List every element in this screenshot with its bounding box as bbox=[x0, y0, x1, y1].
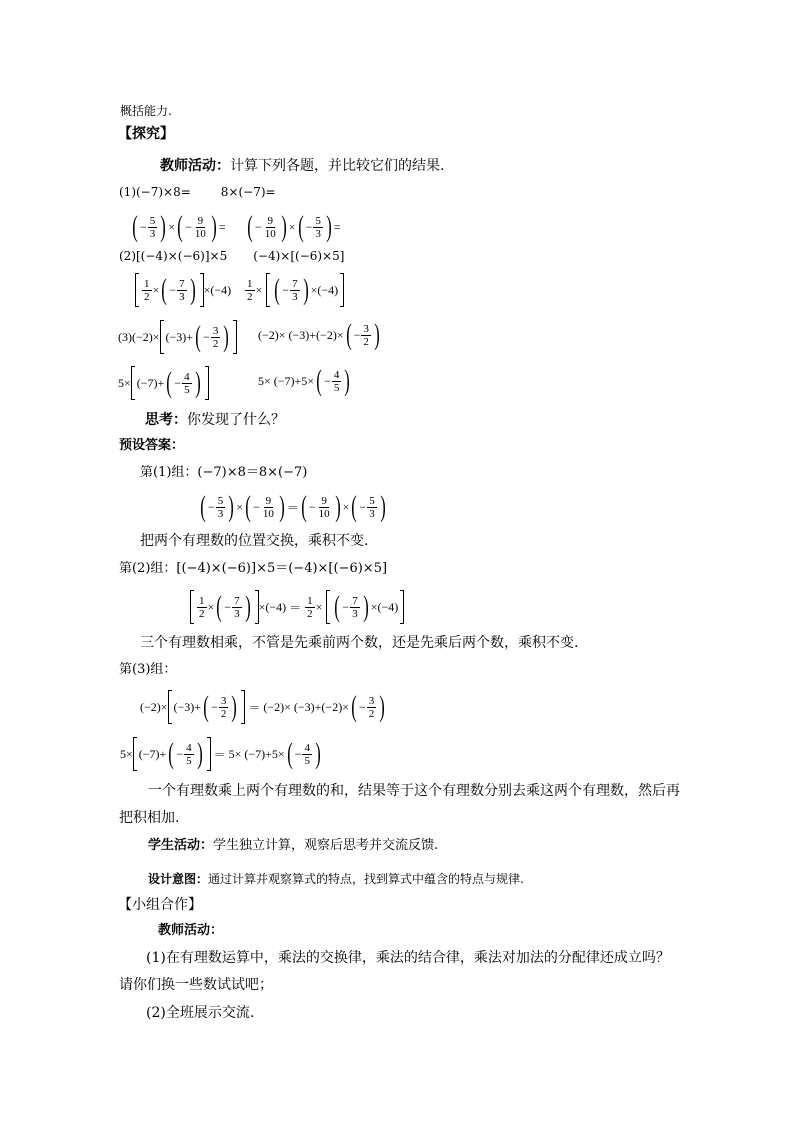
math-token bbox=[177, 278, 187, 303]
math-token: 5× (−7)+5× bbox=[258, 373, 315, 388]
math-token: ( bbox=[345, 318, 352, 351]
math-token bbox=[216, 495, 226, 520]
math-token: × bbox=[203, 282, 211, 297]
math-token: ) bbox=[211, 210, 217, 243]
math-token: 9 bbox=[321, 494, 327, 507]
math-expr: (−4)×[(−6)×5] bbox=[253, 249, 345, 263]
math-token: × bbox=[152, 282, 160, 297]
math-token: (−7) bbox=[138, 746, 160, 761]
math-token: 1 bbox=[247, 277, 253, 290]
math-token: × bbox=[310, 282, 318, 297]
math-token: × bbox=[168, 219, 176, 234]
math-token bbox=[290, 278, 300, 303]
text-line: 把两个有理数的位置交换，乘积不变. bbox=[140, 533, 369, 549]
math-expression bbox=[120, 737, 323, 771]
math-expr: (2)[(−4)×(−6)]×5 bbox=[119, 249, 228, 263]
math-token: 9 bbox=[197, 214, 204, 227]
math-token bbox=[367, 495, 377, 520]
math-token: −4) bbox=[321, 282, 339, 297]
math-token: 5 bbox=[186, 754, 192, 767]
math-token bbox=[219, 695, 229, 720]
math-token: (−3) bbox=[165, 329, 187, 344]
math-expression bbox=[258, 366, 352, 396]
math-token bbox=[131, 366, 135, 400]
math-token: ( bbox=[247, 210, 253, 243]
math-token: − bbox=[140, 219, 147, 234]
math-token: ) bbox=[281, 210, 287, 243]
text-line bbox=[160, 156, 444, 176]
math-token: × bbox=[315, 599, 323, 614]
math-token bbox=[205, 366, 209, 400]
math-expression bbox=[198, 492, 388, 522]
math-token: 10 bbox=[318, 507, 330, 520]
math-token bbox=[317, 495, 332, 520]
math-token: 9 bbox=[265, 494, 272, 507]
math-token bbox=[182, 371, 192, 396]
math-token bbox=[332, 369, 342, 394]
math-token: − bbox=[305, 219, 313, 234]
math-token: × bbox=[236, 499, 244, 514]
math-token: + bbox=[186, 329, 194, 344]
math-token: − bbox=[308, 499, 316, 514]
math-token: ＝ bbox=[286, 500, 299, 515]
math-token: ( bbox=[351, 690, 357, 723]
math-token: 5 bbox=[149, 214, 156, 227]
math-expr: (1)(−7)×8= bbox=[119, 185, 191, 199]
math-token: ) bbox=[196, 737, 203, 770]
math-token: 4 bbox=[186, 741, 192, 754]
math-token: 7 bbox=[292, 277, 298, 290]
text-line: 第(1)组：(−7)×8＝8×(−7) bbox=[140, 465, 308, 480]
math-token: ) bbox=[194, 366, 201, 399]
math-token: = bbox=[218, 219, 226, 234]
math-token: 5 bbox=[333, 381, 340, 394]
text-line: 请你们换一些数试试吧； bbox=[119, 977, 273, 993]
math-token bbox=[197, 595, 207, 620]
math-expression bbox=[130, 212, 226, 242]
math-token: (−7) bbox=[136, 375, 158, 390]
math-token: 5 bbox=[217, 494, 224, 507]
math-token: − bbox=[342, 599, 350, 614]
math-token: 4 bbox=[184, 370, 190, 383]
math-token: 3 bbox=[149, 227, 156, 240]
math-token: 5 bbox=[304, 754, 310, 767]
math-token: ) bbox=[189, 273, 196, 306]
math-token: − bbox=[169, 282, 177, 297]
math-token: ) bbox=[374, 318, 380, 351]
math-token: ) bbox=[231, 690, 238, 723]
math-expression bbox=[118, 320, 237, 354]
label-teacher-activity: 教师活动： bbox=[160, 158, 230, 174]
math-token: 3 bbox=[352, 607, 358, 620]
text-line bbox=[148, 869, 524, 889]
math-token: ( bbox=[265, 599, 270, 614]
math-token: ) bbox=[244, 590, 251, 623]
math-token bbox=[193, 215, 208, 240]
math-token: 2 bbox=[212, 337, 219, 350]
math-token: 2 bbox=[220, 707, 227, 720]
math-token: (3)(−2)× bbox=[118, 329, 160, 344]
label-preset-answer: 预设答案： bbox=[119, 438, 185, 453]
math-token: − bbox=[359, 499, 367, 514]
math-expression bbox=[140, 690, 387, 724]
math-token: − bbox=[203, 329, 210, 344]
math-expression bbox=[190, 590, 404, 624]
math-token: 10 bbox=[262, 507, 274, 520]
section-heading-group-work: 【小组合作】 bbox=[118, 897, 202, 913]
math-token: ＝ bbox=[289, 600, 302, 615]
math-token bbox=[211, 325, 221, 350]
math-token: ) bbox=[326, 210, 332, 243]
label-think: 思考： bbox=[145, 412, 187, 428]
math-expression bbox=[244, 273, 344, 307]
math-token bbox=[350, 595, 360, 620]
math-token bbox=[326, 590, 330, 624]
math-token: 7 bbox=[352, 594, 358, 607]
math-token: ( bbox=[297, 210, 304, 243]
math-token: ( bbox=[210, 282, 215, 297]
math-token bbox=[305, 595, 315, 620]
label-design-intent: 设计意图： bbox=[148, 872, 209, 886]
math-token bbox=[207, 737, 211, 771]
text-line: 把积相加. bbox=[119, 810, 180, 826]
math-token: − bbox=[353, 327, 361, 342]
math-token: (−2)× bbox=[140, 699, 168, 714]
math-token: + bbox=[157, 375, 165, 390]
math-token bbox=[400, 590, 404, 624]
math-token: ( bbox=[334, 590, 341, 623]
math-token: (−3) bbox=[173, 699, 195, 714]
math-token: ＝ bbox=[213, 747, 226, 762]
math-token: −4) bbox=[381, 599, 399, 614]
math-token: 5× bbox=[120, 746, 133, 761]
math-token: 5× bbox=[118, 375, 131, 390]
math-token: ( bbox=[168, 737, 175, 770]
math-token: − bbox=[255, 219, 262, 234]
math-token: ( bbox=[195, 320, 201, 353]
math-token: ) bbox=[279, 490, 285, 523]
text-line: 第(2)组：[(−4)×(−6)]×5＝(−4)×[(−6)×5] bbox=[119, 561, 388, 576]
text-content: 学生独立计算，观察后思考并交流反馈. bbox=[213, 838, 439, 853]
math-token: − bbox=[208, 499, 215, 514]
math-token: ( bbox=[166, 366, 173, 399]
math-token bbox=[241, 690, 245, 724]
math-token: ( bbox=[177, 210, 183, 243]
math-token: × bbox=[342, 499, 350, 514]
math-token bbox=[190, 590, 194, 624]
math-token: = bbox=[333, 219, 341, 234]
math-token: − bbox=[358, 699, 366, 714]
math-expression bbox=[245, 212, 341, 242]
math-token: ( bbox=[317, 282, 322, 297]
math-token: 2 bbox=[307, 607, 313, 620]
math-token: 9 bbox=[267, 214, 274, 227]
math-token bbox=[367, 695, 377, 720]
math-token: 3 bbox=[179, 290, 185, 303]
math-token: 7 bbox=[179, 277, 185, 290]
label-student-activity: 学生活动： bbox=[148, 838, 214, 853]
math-token bbox=[133, 737, 137, 771]
math-token: 5 bbox=[184, 383, 190, 396]
math-token bbox=[263, 215, 278, 240]
math-token: 2 bbox=[199, 607, 205, 620]
text-content: 计算下列各题，并比较它们的结果. bbox=[230, 158, 445, 174]
math-token: 3 bbox=[368, 694, 375, 707]
math-token: ) bbox=[228, 490, 235, 523]
math-token: 7 bbox=[234, 594, 240, 607]
math-token: ) bbox=[379, 690, 385, 723]
math-token: ( bbox=[216, 590, 223, 623]
math-token: − bbox=[211, 699, 218, 714]
section-heading-explore: 【探究】 bbox=[118, 126, 174, 142]
math-token: ( bbox=[286, 737, 293, 770]
math-token bbox=[233, 320, 237, 354]
math-token: 4 bbox=[304, 741, 310, 754]
math-token bbox=[160, 320, 164, 354]
math-token: 3 bbox=[292, 290, 298, 303]
math-token: 3 bbox=[217, 507, 224, 520]
math-token bbox=[361, 323, 371, 348]
math-token: ( bbox=[245, 490, 251, 523]
text-content: 通过计算并观察算式的特点，找到算式中蕴含的特点与规律. bbox=[208, 872, 524, 886]
math-token: 3 bbox=[315, 227, 321, 240]
math-token: ( bbox=[301, 490, 307, 523]
math-token: − bbox=[174, 375, 182, 390]
math-token: ( bbox=[351, 490, 358, 523]
math-token: ( bbox=[200, 490, 206, 523]
math-token: −4) bbox=[269, 599, 287, 614]
math-token: 1 bbox=[199, 594, 205, 607]
text-line: 一个有理数乘上两个有理数的和，结果等于这个有理数分别去乘这两个有理数，然后再 bbox=[148, 783, 680, 799]
math-token: + bbox=[194, 699, 202, 714]
text-line: 第(3)组： bbox=[119, 662, 177, 677]
math-expression bbox=[258, 320, 382, 350]
text-line: 概括能力. bbox=[120, 104, 172, 118]
text-line bbox=[148, 836, 438, 856]
math-token: 2 bbox=[363, 335, 369, 348]
math-token: 1 bbox=[144, 277, 150, 290]
math-line bbox=[119, 246, 344, 266]
math-token: ＝ bbox=[248, 700, 261, 715]
math-token: − bbox=[324, 373, 331, 388]
math-token: (−2)× (−3)+(−2)× bbox=[263, 699, 349, 714]
math-token: ( bbox=[132, 210, 138, 243]
math-expr: 8×(−7)= bbox=[220, 185, 276, 199]
math-token: − bbox=[185, 219, 192, 234]
math-token bbox=[261, 495, 276, 520]
math-token: 3 bbox=[363, 322, 369, 335]
math-token: × bbox=[288, 219, 296, 234]
math-token: × bbox=[258, 599, 266, 614]
math-token: − bbox=[282, 282, 290, 297]
math-token bbox=[232, 595, 242, 620]
math-token: 2 bbox=[368, 707, 375, 720]
math-token: ) bbox=[344, 364, 351, 397]
math-token bbox=[302, 742, 312, 767]
math-token: 10 bbox=[194, 227, 206, 240]
text-line: 三个有理数相乘，不管是先乘前两个数，还是先乘后两个数，乘积不变. bbox=[140, 635, 579, 651]
text-content: 你发现了什么？ bbox=[187, 412, 285, 428]
math-token: 2 bbox=[247, 290, 253, 303]
math-token: 2 bbox=[144, 290, 150, 303]
math-token: 4 bbox=[333, 368, 340, 381]
math-token bbox=[184, 742, 194, 767]
math-token: ) bbox=[362, 590, 369, 623]
math-token: 1 bbox=[307, 594, 313, 607]
math-token: 10 bbox=[264, 227, 276, 240]
math-token: + bbox=[159, 746, 167, 761]
math-token bbox=[245, 278, 255, 303]
math-token: − bbox=[294, 746, 302, 761]
math-token bbox=[135, 273, 139, 307]
math-token: × bbox=[207, 599, 215, 614]
math-token: (−2)× (−3)+(−2)× bbox=[258, 327, 344, 342]
math-token: ( bbox=[377, 599, 382, 614]
math-token: ( bbox=[203, 690, 209, 723]
math-token: − bbox=[224, 599, 232, 614]
math-token: − bbox=[176, 746, 184, 761]
math-token: × bbox=[255, 282, 263, 297]
math-token: 3 bbox=[212, 324, 219, 337]
math-token: ( bbox=[274, 273, 281, 306]
math-token bbox=[168, 690, 172, 724]
math-token bbox=[340, 273, 344, 307]
math-token: ( bbox=[316, 364, 322, 397]
math-token bbox=[313, 215, 323, 240]
math-token: ) bbox=[223, 320, 230, 353]
math-token: ) bbox=[302, 273, 309, 306]
math-token: 3 bbox=[369, 507, 375, 520]
math-token: 3 bbox=[220, 694, 227, 707]
math-token: × bbox=[370, 599, 378, 614]
label-teacher-activity: 教师活动： bbox=[158, 923, 224, 938]
math-token: 3 bbox=[234, 607, 240, 620]
text-line: (2)全班展示交流. bbox=[146, 1005, 255, 1021]
text-line bbox=[145, 410, 285, 430]
math-token: ) bbox=[379, 490, 386, 523]
text-line: (1)在有理数运算中，乘法的交换律，乘法的结合律，乘法对加法的分配律还成立吗？ bbox=[146, 950, 670, 966]
math-token bbox=[266, 273, 270, 307]
math-token: ) bbox=[334, 490, 341, 523]
math-token bbox=[142, 278, 152, 303]
math-line bbox=[119, 182, 276, 202]
math-expression bbox=[118, 366, 209, 400]
math-expression bbox=[135, 273, 231, 307]
math-token: 5 bbox=[369, 494, 375, 507]
math-token: 5 bbox=[315, 214, 321, 227]
math-token: ) bbox=[315, 737, 321, 770]
math-token: −4) bbox=[214, 282, 232, 297]
math-token: ( bbox=[161, 273, 168, 306]
math-token: − bbox=[253, 499, 260, 514]
math-token: 5× (−7)+5× bbox=[228, 746, 285, 761]
math-token: ) bbox=[160, 210, 167, 243]
math-token bbox=[148, 215, 158, 240]
